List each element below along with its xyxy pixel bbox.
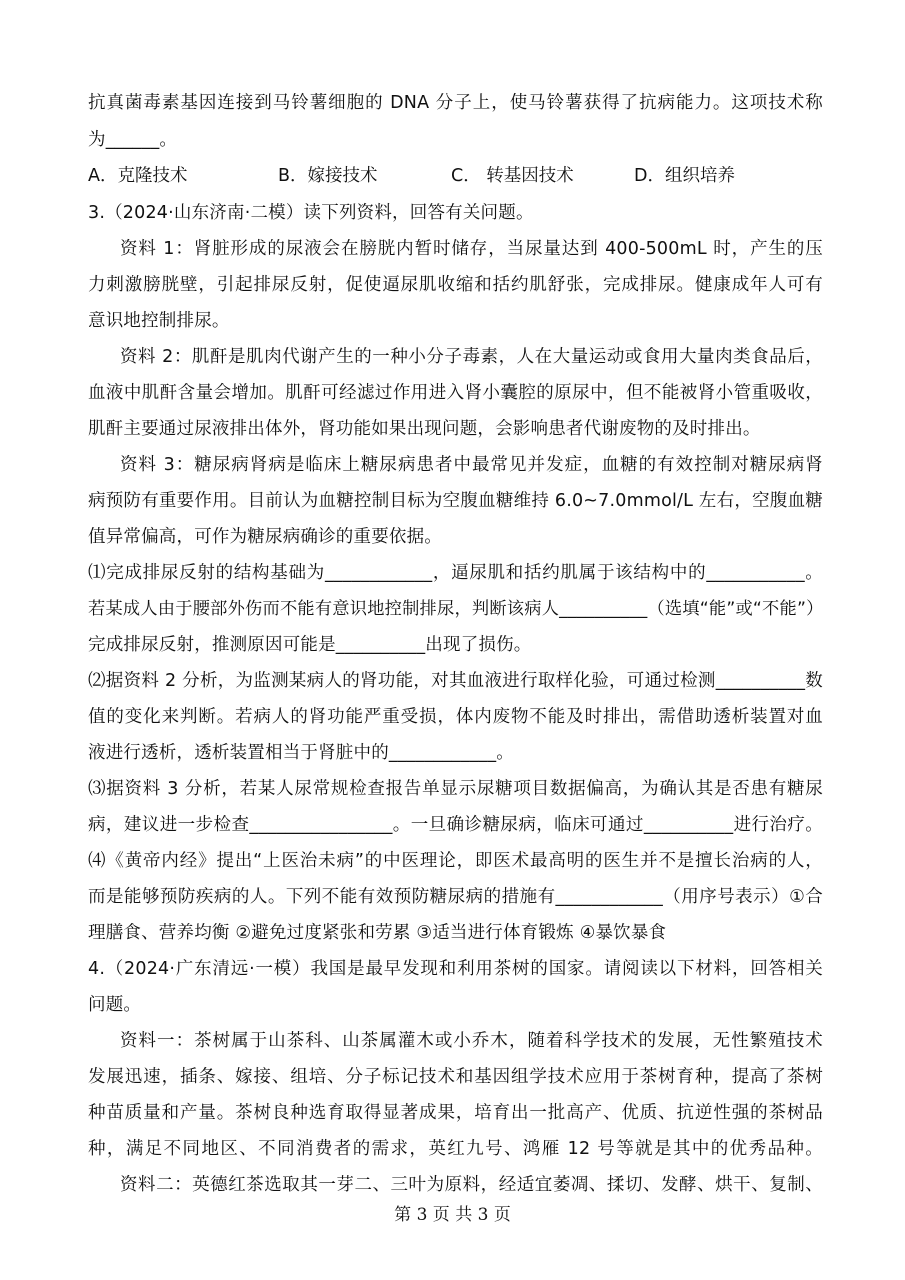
text-line: 血液中肌酐含量会增加。肌酐可经滤过作用进入肾小囊腔的原尿中，但不能被肾小管重吸收， xyxy=(88,383,823,403)
text-line: 液进行透析，透析装置相当于肾脏中的____________。 xyxy=(88,743,514,763)
text-line: 肌酐主要通过尿液排出体外，肾功能如果出现问题，会影响患者代谢废物的及时排出。 xyxy=(88,419,761,439)
text-line: 完成排尿反射，推测原因可能是__________出现了损伤。 xyxy=(88,635,532,655)
sub-question: ⑶据资料 3 分析，若某人尿常规检查报告单显示尿糖项目数据偏高，为确认其是否患有糖尿 xyxy=(88,779,823,799)
page-footer: 第 3 页 共 3 页 xyxy=(394,1205,511,1225)
option-a: A．克隆技术 xyxy=(88,166,188,186)
option-b: B．嫁接技术 xyxy=(278,166,378,186)
text-line: 资料二：英德红茶选取其一芽二、三叶为原料，经适宜萎凋、揉切、发酵、烘干、复制、 xyxy=(120,1175,823,1195)
text-line: 资料 2：肌酐是肌肉代谢产生的一种小分子毒素，人在大量运动或食用大量肉类食品后， xyxy=(120,347,823,367)
text-line: 种苗质量和产量。茶树良种选育取得显著成果，培育出一批高产、优质、抗逆性强的茶树品 xyxy=(88,1103,823,1123)
sub-question: ⑴完成排尿反射的结构基础为____________，逼尿肌和括约肌属于该结构中的___________。 xyxy=(88,563,823,583)
text-line: 资料 3：糖尿病肾病是临床上糖尿病患者中最常见并发症，血糖的有效控制对糖尿病肾 xyxy=(120,455,823,475)
text-line: 若某成人由于腰部外伤而不能有意识地控制排尿，判断该病人__________（选填“能”或“不能”） xyxy=(88,599,824,619)
question-heading: 3.（2024·山东济南·二模）读下列资料，回答有关问题。 xyxy=(88,203,534,223)
text-line: 理膳食、营养均衡 ②避免过度紧张和劳累 ③适当进行体育锻炼 ④暴饮暴食 xyxy=(88,923,667,943)
question-heading: 4.（2024·广东清远·一模）我国是最早发现和利用茶树的国家。请阅读以下材料，回答相关 xyxy=(88,959,823,979)
text-line: 资料 1：肾脏形成的尿液会在膀胱内暂时储存，当尿量达到 400-500mL 时，产生的压 xyxy=(120,239,823,259)
text-line: 意识地控制排尿。 xyxy=(88,311,230,331)
sub-question: ⑷《黄帝内经》提出“上医治未病”的中医理论，即医术最高明的医生并不是擅长治病的人， xyxy=(88,851,823,871)
text-line: 为______。 xyxy=(88,130,178,150)
text-line: 病，建议进一步检查________________。一旦确诊糖尿病，临床可通过__________进行治疗。 xyxy=(88,815,823,835)
text-line: 病预防有重要作用。目前认为血糖控制目标为空腹血糖维持 6.0~7.0mmol/L 左右，空腹血糖 xyxy=(88,491,823,511)
sub-question: ⑵据资料 2 分析，为监测某病人的肾功能，对其血液进行取样化验，可通过检测__________数 xyxy=(88,671,823,691)
text-line: 而是能够预防疾病的人。下列不能有效预防糖尿病的措施有____________（用序号表示）①合 xyxy=(88,887,823,907)
option-c: C． 转基因技术 xyxy=(451,166,574,186)
text-line: 值异常偏高，可作为糖尿病确诊的重要依据。 xyxy=(88,527,442,547)
option-d: D．组织培养 xyxy=(634,166,735,186)
text-line: 力刺激膀胱壁，引起排尿反射，促使逼尿肌收缩和括约肌舒张，完成排尿。健康成年人可有 xyxy=(88,275,823,295)
text-line: 问题。 xyxy=(88,995,142,1015)
text-line: 资料一：茶树属于山茶科、山茶属灌木或小乔木，随着科学技术的发展，无性繁殖技术 xyxy=(120,1031,823,1051)
text-line: 抗真菌毒素基因连接到马铃薯细胞的 DNA 分子上，使马铃薯获得了抗病能力。这项技术称 xyxy=(88,93,823,113)
text-line: 种，满足不同地区、不同消费者的需求，英红九号、鸿雁 12 号等就是其中的优秀品种。 xyxy=(88,1139,823,1159)
text-line: 值的变化来判断。若病人的肾功能严重受损，体内废物不能及时排出，需借助透析装置对血 xyxy=(88,707,823,727)
text-line: 发展迅速，插条、嫁接、组培、分子标记技术和基因组学技术应用于茶树育种，提高了茶树 xyxy=(88,1067,823,1087)
